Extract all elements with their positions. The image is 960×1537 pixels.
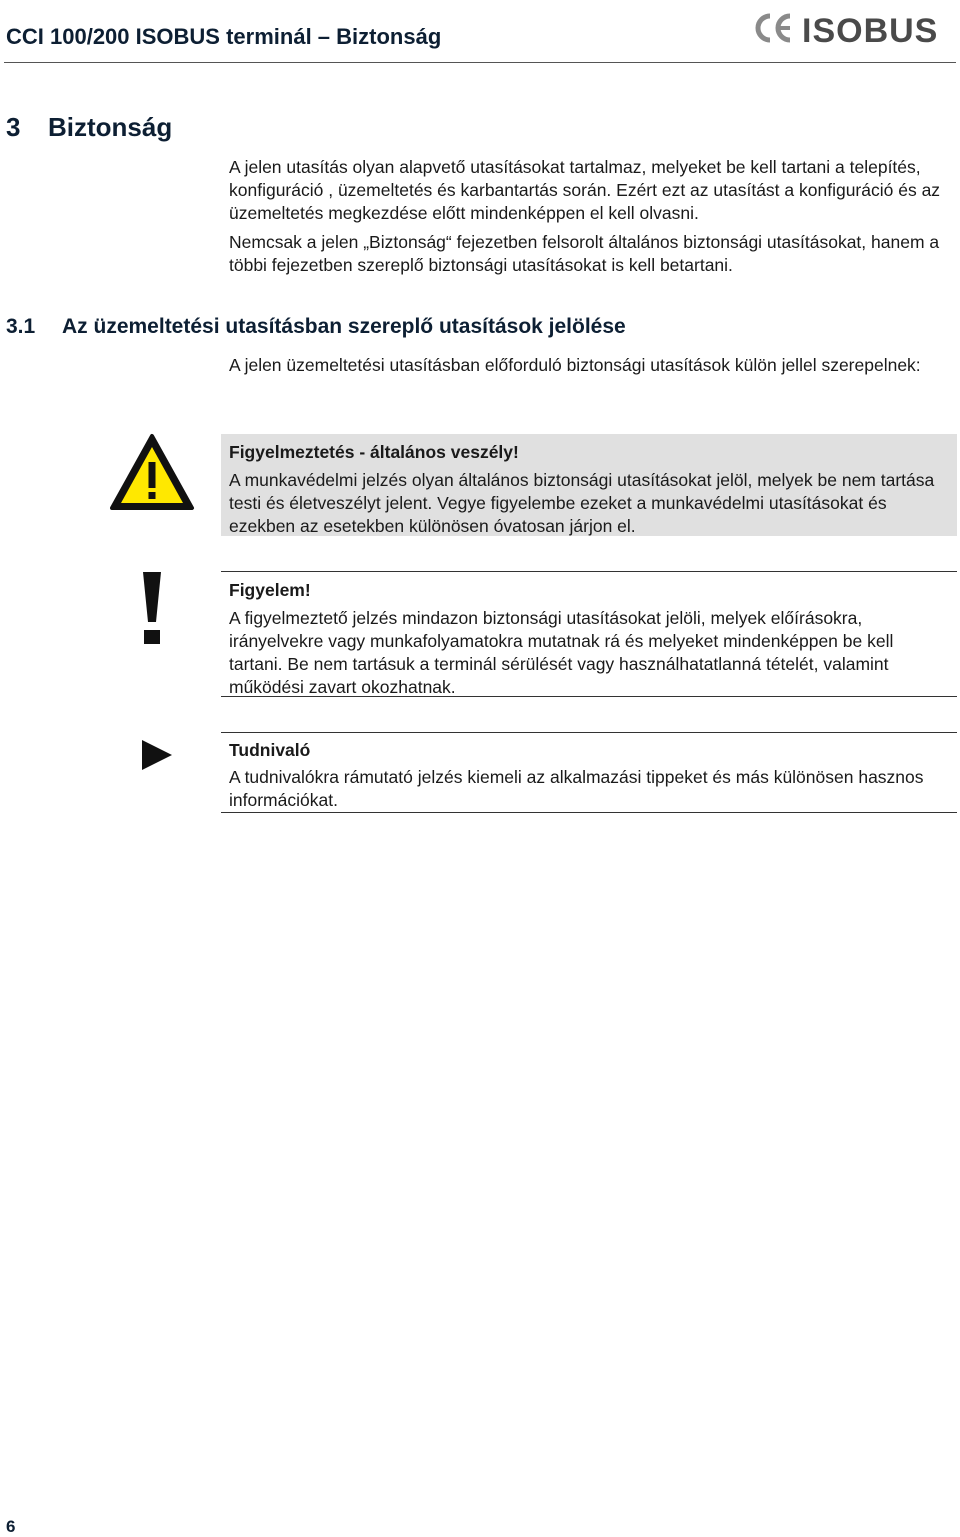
section-intro-paragraph-1: A jelen utasítás olyan alapvető utasításokat tartalmaz, melyeket be kell tartani a telepítés, konfiguráció , üzemeltetés és karbantartás során. Ezért ezt az utasítást a konfiguráció és az üzemeltetés megkezdése előtt mindenképpen el kell olvasni. [229,157,941,223]
svg-text:ISOBUS: ISOBUS [802,12,939,50]
caution-bottom-rule [221,696,957,697]
section-title: Biztonság [48,112,173,142]
page-number: 6 [6,1517,16,1536]
subsection-title: Az üzemeltetési utasításban szereplő utasítások jelölése [62,315,626,338]
subsection-heading [6,315,626,339]
info-note-title: Tudnivaló [229,740,311,760]
section-heading [6,112,172,143]
warning-note-title: Figyelmeztetés - általános veszély! [229,442,519,462]
caution-note-text: A figyelmeztető jelzés mindazon biztonsági utasításokat jelöli, melyek előírásokra, irányelvekre vagy munkafolyamatokra mutatnak rá és melyeket mindenképpen be kell tartani. Be nem tartásuk a terminál sérülését vagy használhatatlanná tételét, valamint működési zavart okozhatnak. [229,608,894,697]
caution-note-box [221,572,957,696]
info-note-text: A tudnivalókra rámutató jelzés kiemeli az alkalmazási tippeket és más különösen hasznos információkat. [229,767,924,810]
play-triangle-icon [140,738,174,772]
subsection-intro-paragraph: A jelen üzemeltetési utasításban előforduló biztonsági utasítások külön jellel szerepelnek: [229,355,921,375]
info-note-box [221,733,957,812]
warning-triangle-icon [108,432,196,512]
caution-note-title: Figyelem! [229,580,311,600]
exclamation-icon [140,570,164,646]
section-number: 3 [6,112,21,142]
info-bottom-rule [221,812,957,813]
subsection-number: 3.1 [6,315,36,338]
header-divider [4,62,956,63]
warning-note-box [221,434,957,536]
cc-isobus-logo [742,4,946,50]
warning-note-text: A munkavédelmi jelzés olyan általános biztonsági utasításokat jelöl, melyek be nem tartása testi és életveszélyt jelent. Vegye figyelembe ezeket a munkavédelmi utasításokat és ezekben az esetekben különösen óvatosan járjon el. [229,470,935,536]
document-header-title: CCI 100/200 ISOBUS terminál – Biztonság [6,24,442,49]
section-intro-paragraph-2: Nemcsak a jelen „Biztonság“ fejezetben felsorolt általános biztonsági utasításokat, hanem a többi fejezetben szereplő biztonsági utasításokat is kell betartani. [229,232,940,275]
